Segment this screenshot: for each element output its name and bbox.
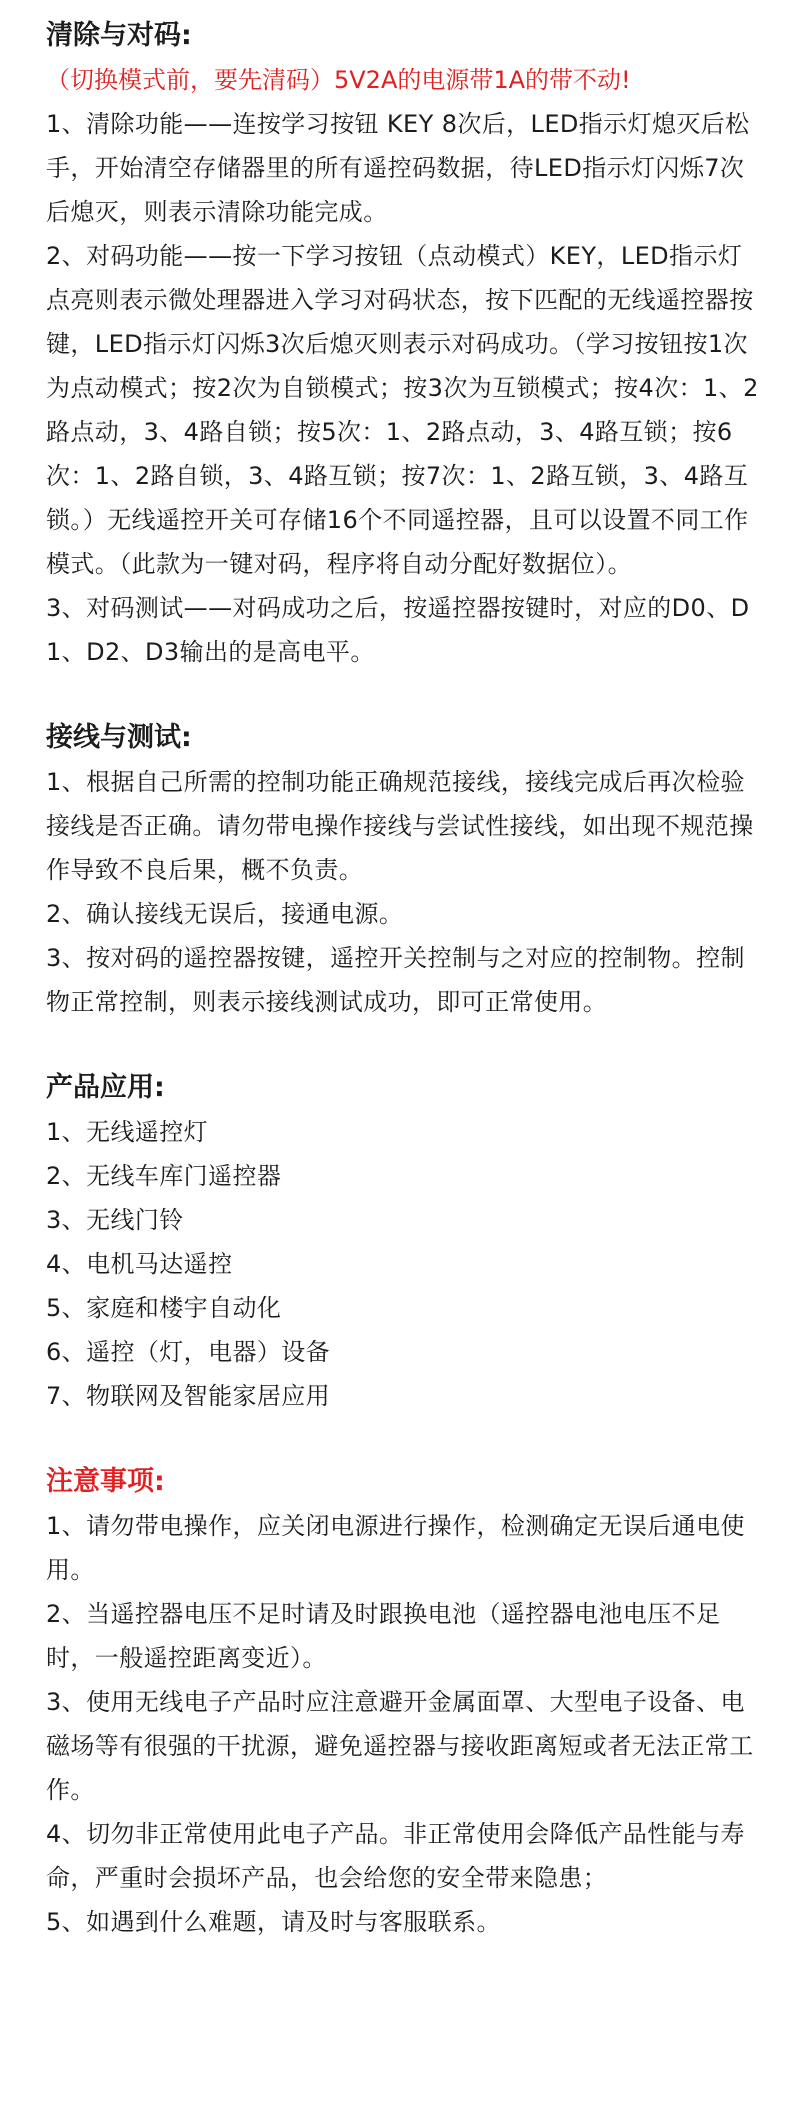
list-item-wiring: 1、根据自己所需的控制功能正确规范接线，接线完成后再次检验接线是否正确。请勿带电操作接线与尝试性接线，如出现不规范操作导致不良后果，概不负责。 <box>46 768 754 884</box>
section-clear-and-pairing <box>46 14 760 674</box>
list-item-application: 6、遥控（灯，电器）设备 <box>46 1338 331 1366</box>
list-item-application: 3、无线门铃 <box>46 1206 184 1234</box>
section-title-clear-and-pairing: 清除与对码: <box>46 20 192 51</box>
list-item-precaution: 2、当遥控器电压不足时请及时跟换电池（遥控器电池电压不足时，一般遥控距离变近）。 <box>46 1600 721 1672</box>
list-item-pairing-test: 3、对码测试——对码成功之后，按遥控器按键时，对应的D0、D1、D2、D3输出的是高电平。 <box>46 594 750 666</box>
list-item-pairing-function: 2、对码功能——按一下学习按钮（点动模式）KEY，LED指示灯点亮则表示微处理器进入学习对码状态，按下匹配的无线遥控器按键，LED指示灯闪烁3次后熄灭则表示对码成功。（学习按钮按1次为点动模式；按2次为自锁模式；按3次为互锁模式；按4次：1、2路点动，3、4路自锁；按5次：1、2路点动，3、4路互锁；按6次：1、2路自锁，3、4路互锁；按7次：1、2路互锁，3、4路互锁。）无线遥控开关可存储16个不同遥控器，且可以设置不同工作模式。（此款为一键对码，程序将自动分配好数据位）。 <box>46 242 759 578</box>
list-item-application: 4、电机马达遥控 <box>46 1250 233 1278</box>
list-item-application: 7、物联网及智能家居应用 <box>46 1382 331 1410</box>
list-item-power-on: 2、确认接线无误后，接通电源。 <box>46 900 404 928</box>
list-item-precaution: 5、如遇到什么难题，请及时与客服联系。 <box>46 1908 501 1936</box>
list-item-application: 2、无线车库门遥控器 <box>46 1162 282 1190</box>
mode-switch-warning: （切换模式前，要先清码）5V2A的电源带1A的带不动! <box>46 66 631 94</box>
list-item-application: 5、家庭和楼宇自动化 <box>46 1294 282 1322</box>
section-precautions <box>46 1460 760 1944</box>
section-wiring-and-testing <box>46 716 760 1024</box>
section-applications <box>46 1066 760 1418</box>
list-item-clear-function: 1、清除功能——连按学习按钮 KEY 8次后，LED指示灯熄灭后松手，开始清空存储器里的所有遥控码数据，待LED指示灯闪烁7次后熄灭，则表示清除功能完成。 <box>46 110 750 226</box>
section-title-precautions: 注意事项: <box>46 1466 165 1497</box>
list-item-precaution: 4、切勿非正常使用此电子产品。非正常使用会降低产品性能与寿命，严重时会损坏产品，也会给您的安全带来隐患； <box>46 1820 745 1892</box>
list-item-wiring-test: 3、按对码的遥控器按键，遥控开关控制与之对应的控制物。控制物正常控制，则表示接线测试成功，即可正常使用。 <box>46 944 745 1016</box>
list-item-precaution: 3、使用无线电子产品时应注意避开金属面罩、大型电子设备、电磁场等有很强的干扰源，避免遥控器与接收距离短或者无法正常工作。 <box>46 1688 754 1804</box>
section-title-wiring-and-testing: 接线与测试: <box>46 722 192 753</box>
section-title-applications: 产品应用: <box>46 1072 165 1103</box>
list-item-precaution: 1、请勿带电操作，应关闭电源进行操作，检测确定无误后通电使用。 <box>46 1512 745 1584</box>
list-item-application: 1、无线遥控灯 <box>46 1118 209 1146</box>
